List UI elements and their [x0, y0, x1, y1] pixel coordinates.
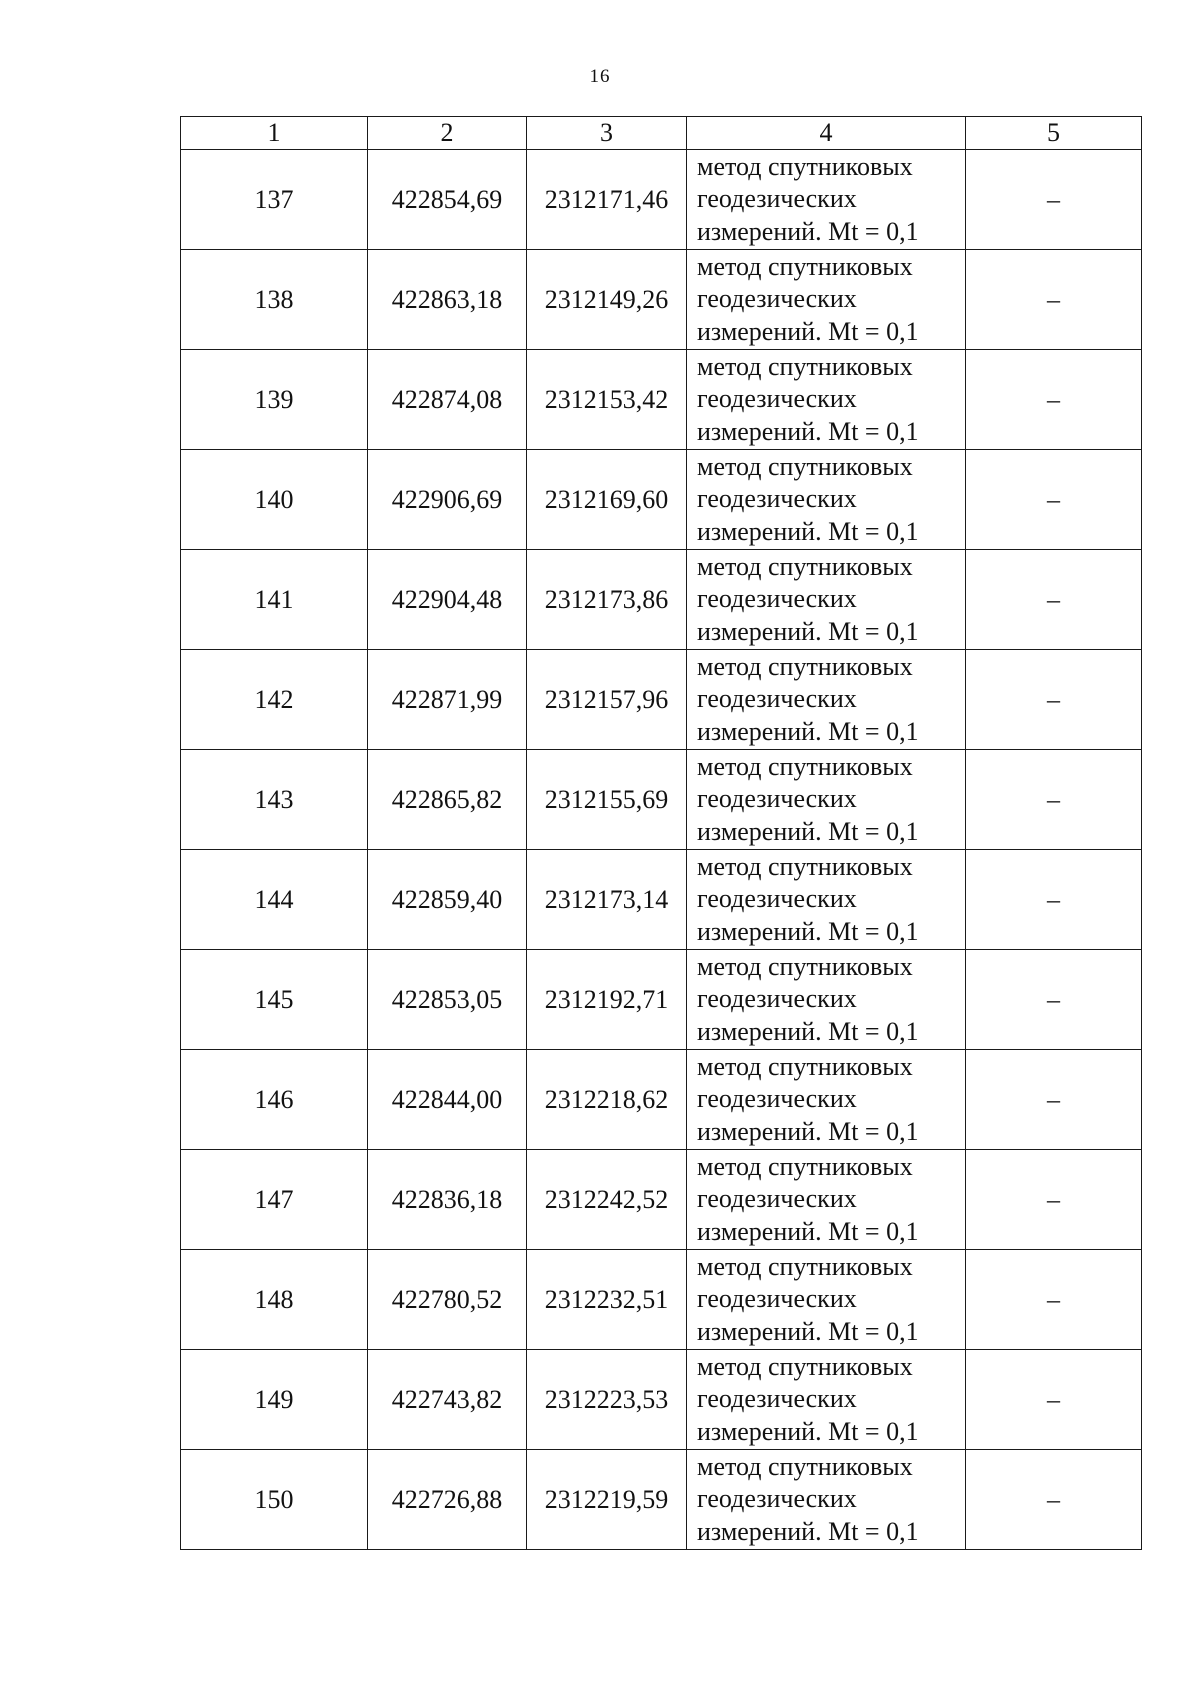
point-number-cell: 150 — [181, 1450, 368, 1550]
method-line: геодезических — [697, 284, 857, 314]
method-line: геодезических — [697, 1184, 857, 1214]
note-cell: – — [966, 150, 1142, 250]
table-row — [181, 250, 1142, 350]
table-body — [181, 150, 1142, 1550]
header-cell-3: 3 — [527, 117, 687, 150]
point-number-cell: 146 — [181, 1050, 368, 1150]
table-row — [181, 1350, 1142, 1450]
note-cell: – — [966, 650, 1142, 750]
x-coordinate-cell: 422854,69 — [368, 150, 527, 250]
table-row — [181, 1450, 1142, 1550]
point-number-cell: 142 — [181, 650, 368, 750]
method-cell — [687, 650, 966, 750]
table-row — [181, 1050, 1142, 1150]
method-line: измерений. Mt = 0,1 — [697, 216, 919, 246]
method-line: метод спутниковых — [697, 1251, 913, 1281]
x-coordinate-cell: 422726,88 — [368, 1450, 527, 1550]
method-line: измерений. Mt = 0,1 — [697, 316, 919, 346]
method-cell — [687, 750, 966, 850]
method-line: метод спутниковых — [697, 651, 913, 681]
y-coordinate-cell: 2312242,52 — [527, 1150, 687, 1250]
y-coordinate-cell: 2312157,96 — [527, 650, 687, 750]
point-number-cell: 143 — [181, 750, 368, 850]
point-number-cell: 139 — [181, 350, 368, 450]
note-cell: – — [966, 250, 1142, 350]
note-cell: – — [966, 1350, 1142, 1450]
y-coordinate-cell: 2312169,60 — [527, 450, 687, 550]
method-cell — [687, 1250, 966, 1350]
note-cell: – — [966, 450, 1142, 550]
point-number-cell: 149 — [181, 1350, 368, 1450]
method-line: геодезических — [697, 884, 857, 914]
x-coordinate-cell: 422863,18 — [368, 250, 527, 350]
method-line: геодезических — [697, 584, 857, 614]
note-cell: – — [966, 1050, 1142, 1150]
y-coordinate-cell: 2312155,69 — [527, 750, 687, 850]
table-row — [181, 850, 1142, 950]
point-number-cell: 147 — [181, 1150, 368, 1250]
x-coordinate-cell: 422874,08 — [368, 350, 527, 450]
coordinates-table — [180, 116, 1142, 1550]
point-number-cell: 148 — [181, 1250, 368, 1350]
method-line: метод спутниковых — [697, 551, 913, 581]
method-line: геодезических — [697, 484, 857, 514]
method-line: измерений. Mt = 0,1 — [697, 1516, 919, 1546]
note-cell: – — [966, 1150, 1142, 1250]
table-row — [181, 1250, 1142, 1350]
method-line: измерений. Mt = 0,1 — [697, 816, 919, 846]
y-coordinate-cell: 2312232,51 — [527, 1250, 687, 1350]
method-line: геодезических — [697, 984, 857, 1014]
x-coordinate-cell: 422859,40 — [368, 850, 527, 950]
table-row — [181, 650, 1142, 750]
method-line: измерений. Mt = 0,1 — [697, 916, 919, 946]
method-line: метод спутниковых — [697, 251, 913, 281]
table-row — [181, 1150, 1142, 1250]
note-cell: – — [966, 1450, 1142, 1550]
table-row — [181, 450, 1142, 550]
method-line: измерений. Mt = 0,1 — [697, 516, 919, 546]
y-coordinate-cell: 2312173,86 — [527, 550, 687, 650]
x-coordinate-cell: 422871,99 — [368, 650, 527, 750]
x-coordinate-cell: 422853,05 — [368, 950, 527, 1050]
method-cell — [687, 1350, 966, 1450]
method-line: геодезических — [697, 684, 857, 714]
method-line: измерений. Mt = 0,1 — [697, 416, 919, 446]
table-row — [181, 150, 1142, 250]
y-coordinate-cell: 2312149,26 — [527, 250, 687, 350]
y-coordinate-cell: 2312173,14 — [527, 850, 687, 950]
method-line: геодезических — [697, 1284, 857, 1314]
method-line: измерений. Mt = 0,1 — [697, 616, 919, 646]
note-cell: – — [966, 950, 1142, 1050]
header-cell-5: 5 — [966, 117, 1142, 150]
table-row — [181, 950, 1142, 1050]
x-coordinate-cell: 422904,48 — [368, 550, 527, 650]
header-cell-1: 1 — [181, 117, 368, 150]
point-number-cell: 138 — [181, 250, 368, 350]
method-cell — [687, 250, 966, 350]
table-row — [181, 750, 1142, 850]
note-cell: – — [966, 350, 1142, 450]
method-line: метод спутниковых — [697, 1051, 913, 1081]
method-line: геодезических — [697, 184, 857, 214]
method-line: метод спутниковых — [697, 351, 913, 381]
method-line: измерений. Mt = 0,1 — [697, 716, 919, 746]
method-line: измерений. Mt = 0,1 — [697, 1116, 919, 1146]
note-cell: – — [966, 750, 1142, 850]
method-line: измерений. Mt = 0,1 — [697, 1216, 919, 1246]
method-line: геодезических — [697, 1484, 857, 1514]
point-number-cell: 140 — [181, 450, 368, 550]
x-coordinate-cell: 422844,00 — [368, 1050, 527, 1150]
point-number-cell: 144 — [181, 850, 368, 950]
method-line: метод спутниковых — [697, 751, 913, 781]
method-line: метод спутниковых — [697, 1151, 913, 1181]
method-line: метод спутниковых — [697, 1351, 913, 1381]
method-line: геодезических — [697, 784, 857, 814]
method-line: измерений. Mt = 0,1 — [697, 1316, 919, 1346]
table-header — [181, 117, 1142, 150]
method-cell — [687, 350, 966, 450]
y-coordinate-cell: 2312171,46 — [527, 150, 687, 250]
y-coordinate-cell: 2312219,59 — [527, 1450, 687, 1550]
note-cell: – — [966, 550, 1142, 650]
method-cell — [687, 1050, 966, 1150]
header-row — [181, 117, 1142, 150]
page-number: 16 — [589, 66, 611, 87]
method-line: измерений. Mt = 0,1 — [697, 1416, 919, 1446]
method-cell — [687, 150, 966, 250]
method-line: метод спутниковых — [697, 151, 913, 181]
x-coordinate-cell: 422743,82 — [368, 1350, 527, 1450]
method-line: метод спутниковых — [697, 1451, 913, 1481]
method-cell — [687, 850, 966, 950]
note-cell: – — [966, 1250, 1142, 1350]
y-coordinate-cell: 2312218,62 — [527, 1050, 687, 1150]
table-row — [181, 550, 1142, 650]
method-cell — [687, 450, 966, 550]
point-number-cell: 137 — [181, 150, 368, 250]
table-row — [181, 350, 1142, 450]
method-line: геодезических — [697, 1084, 857, 1114]
x-coordinate-cell: 422865,82 — [368, 750, 527, 850]
method-cell — [687, 1450, 966, 1550]
x-coordinate-cell: 422906,69 — [368, 450, 527, 550]
method-line: геодезических — [697, 384, 857, 414]
header-cell-4: 4 — [687, 117, 966, 150]
header-cell-2: 2 — [368, 117, 527, 150]
method-line: метод спутниковых — [697, 851, 913, 881]
y-coordinate-cell: 2312223,53 — [527, 1350, 687, 1450]
y-coordinate-cell: 2312153,42 — [527, 350, 687, 450]
method-line: геодезических — [697, 1384, 857, 1414]
method-cell — [687, 1150, 966, 1250]
method-cell — [687, 950, 966, 1050]
method-line: метод спутниковых — [697, 451, 913, 481]
method-line: метод спутниковых — [697, 951, 913, 981]
point-number-cell: 141 — [181, 550, 368, 650]
point-number-cell: 145 — [181, 950, 368, 1050]
y-coordinate-cell: 2312192,71 — [527, 950, 687, 1050]
method-line: измерений. Mt = 0,1 — [697, 1016, 919, 1046]
method-cell — [687, 550, 966, 650]
note-cell: – — [966, 850, 1142, 950]
x-coordinate-cell: 422780,52 — [368, 1250, 527, 1350]
x-coordinate-cell: 422836,18 — [368, 1150, 527, 1250]
